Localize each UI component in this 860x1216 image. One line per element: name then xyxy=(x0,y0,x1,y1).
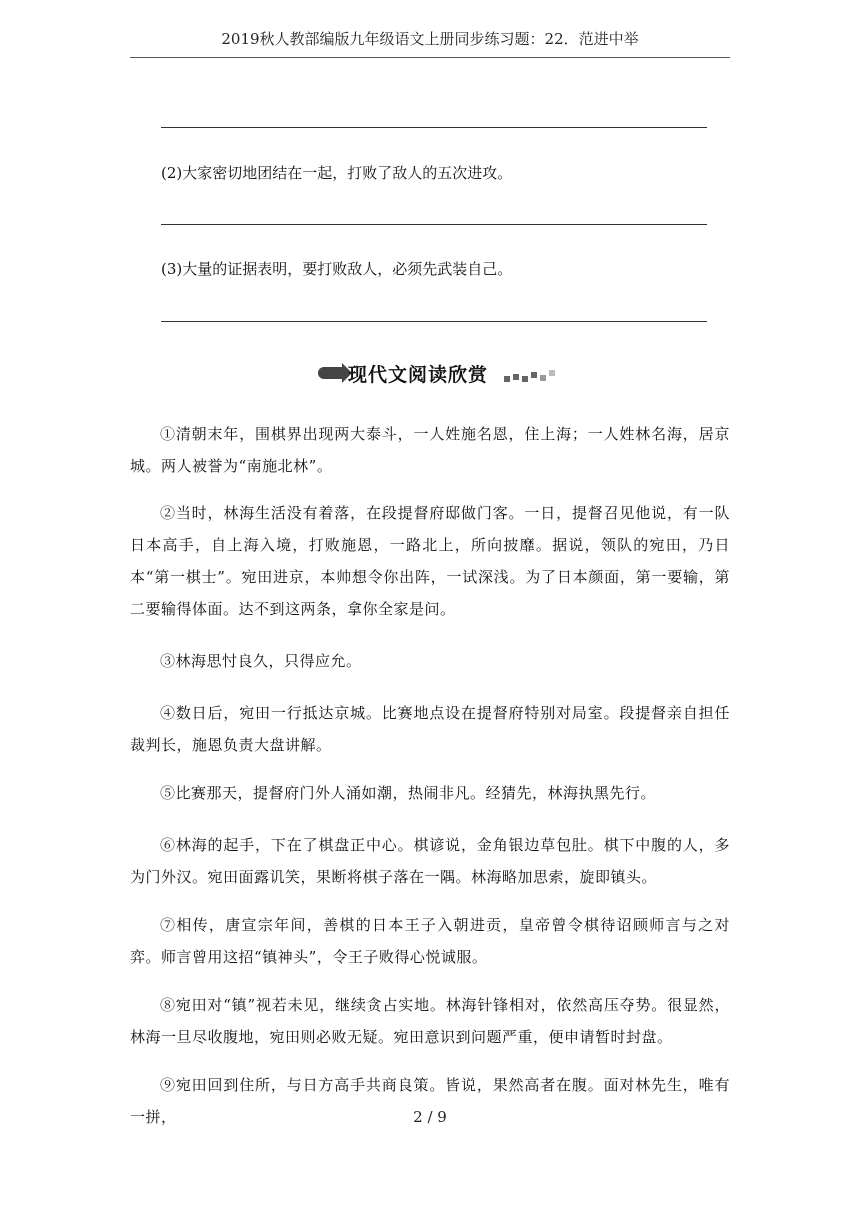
page-header: 2019秋人教部编版九年级语文上册同步练习题：22．范进中举 xyxy=(130,28,730,58)
page-number: 2 / 9 xyxy=(413,1108,447,1126)
section-title: 现代文阅读欣赏 xyxy=(348,364,489,386)
answer-line xyxy=(161,127,707,128)
arrow-icon xyxy=(318,367,344,379)
paragraph-4: ④数日后，宛田一行抵达京城。比赛地点设在提督府特别对局室。段提督亲自担任裁判长，施恩负责大盘讲解。 xyxy=(130,704,730,754)
section-title-banner xyxy=(318,358,548,388)
question-3: (3)大量的证据表明，要打败敌人，必须先武装自己。 xyxy=(161,260,513,278)
paragraph-1: ①清朝末年，围棋界出现两大泰斗，一人姓施名恩，住上海；一人姓林名海，居京城。两人被誉为“南施北林”。 xyxy=(130,425,730,475)
paragraph-9: ⑨宛田回到住所，与日方高手共商良策。皆说，果然高者在腹。面对林先生，唯有一拼， xyxy=(130,1076,730,1126)
paragraph-5: ⑤比赛那天，提督府门外人涌如潮，热闹非凡。经猜先，林海执黑先行。 xyxy=(160,784,657,802)
question-2: (2)大家密切地团结在一起，打败了敌人的五次进攻。 xyxy=(161,164,513,182)
answer-line xyxy=(161,321,707,322)
paragraph-7: ⑦相传，唐宣宗年间，善棋的日本王子入朝进贡，皇帝曾令棋待诏顾师言与之对弈。师言曾用这招“镇神头”，令王子败得心悦诚服。 xyxy=(130,916,730,966)
paragraph-2: ②当时，林海生活没有着落，在段提督府邸做门客。一日，提督召见他说，有一队日本高手，自上海入境，打败施恩，一路北上，所向披靡。据说，领队的宛田，乃日本“第一棋士”。宛田进京，本帅想令你出阵，一试深浅。为了日本颜面，第一要输，第二要输得体面。达不到这两条，拿你全家是问。 xyxy=(130,504,730,618)
paragraph-6: ⑥林海的起手，下在了棋盘正中心。棋谚说，金角银边草包肚。棋下中腹的人，多为门外汉。宛田面露讥笑，果断将棋子落在一隅。林海略加思索，旋即镇头。 xyxy=(130,836,730,886)
paragraph-8: ⑧宛田对“镇”视若未见，继续贪占实地。林海针锋相对，依然高压夺势。很显然，林海一旦尽收腹地，宛田则必败无疑。宛田意识到问题严重，便申请暂时封盘。 xyxy=(130,996,730,1046)
paragraph-3: ③林海思忖良久，只得应允。 xyxy=(160,652,362,670)
pixel-dots-decoration xyxy=(504,372,564,382)
answer-line xyxy=(161,224,707,225)
